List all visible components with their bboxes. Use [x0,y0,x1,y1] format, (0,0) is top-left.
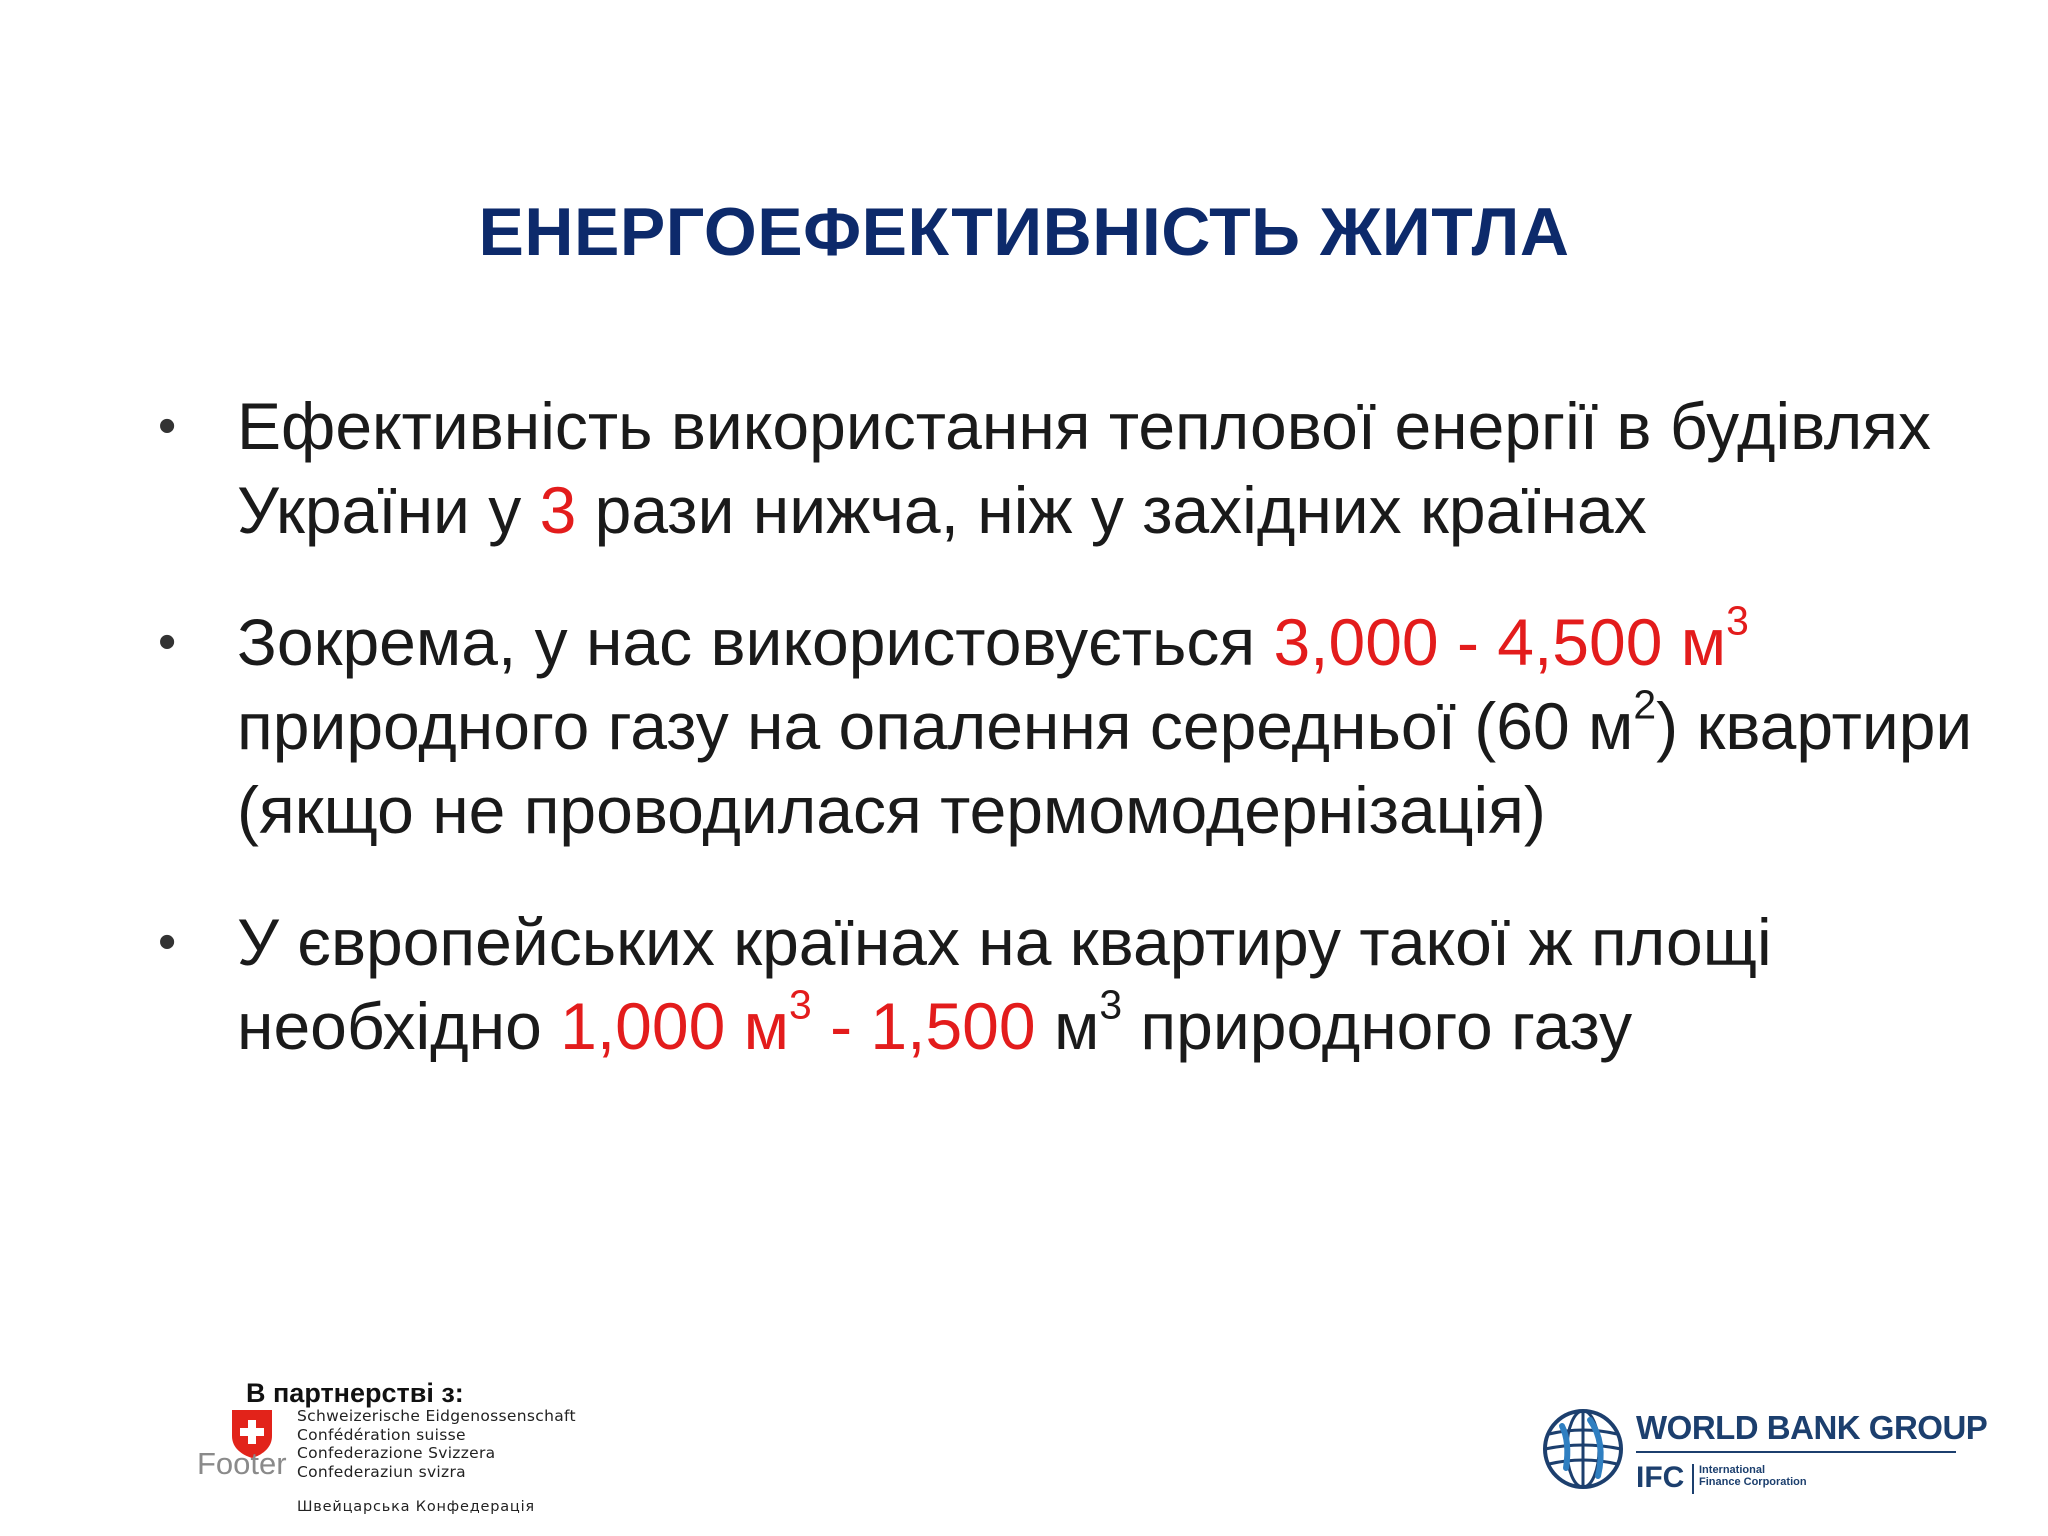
superscript: 3 [789,981,812,1028]
bullet-text: рази нижча, ніж у західних країнах [576,473,1647,547]
highlight-value: 3 [539,473,577,547]
highlight-text: 3,000 - 4,500 м [1273,605,1727,679]
ifc-mark: IFC [1636,1461,1685,1494]
ifc-name-line: Finance Corporation [1699,1476,1807,1488]
footer-placeholder: Footer [197,1446,287,1481]
highlight-text: - 1,500 [811,989,1036,1063]
bullet-marker: • [158,913,177,971]
ifc-full-name [1699,1464,1807,1488]
highlight-text: 1,000 м [560,989,790,1063]
bullet-text: м [1035,989,1100,1063]
swiss-confederation-names [297,1407,576,1481]
bullet-text: Ефективність використання теплової енергії в будівлях України у [237,389,1931,547]
bullet-text: ) квартири (якщо не проводилася термомодернізація) [237,689,1973,847]
slide-title: ЕНЕРГОЕФЕКТИВНІСТЬ ЖИТЛА [478,194,1570,270]
world-bank-group-name: WORLD BANK GROUP [1636,1409,1988,1446]
ifc-name-line: International [1699,1464,1766,1476]
bullet-text: природного газу на опалення середньої (60 м [237,689,1634,763]
superscript: 3 [1726,597,1749,644]
highlight-value [560,981,1036,1063]
bullet-item [155,900,2015,1068]
logo-divider [1636,1451,1956,1453]
bullet-marker: • [158,613,177,671]
superscript: 3 [1099,981,1123,1028]
swiss-name-line: Confederazione Svizzera [297,1444,496,1462]
partner-label: В партнерстві з: [246,1378,464,1408]
ifc-divider [1692,1464,1694,1494]
bullet-text: У європейських країнах на квартиру такої ж площі необхідно [237,905,1772,1063]
highlight-value [1273,597,1749,679]
swiss-name-line: Confédération suisse [297,1425,466,1444]
swiss-name-line: Confederaziun svizra [297,1462,466,1481]
superscript: 2 [1633,681,1657,728]
bullet-text: Зокрема, у нас використовується [237,605,1274,679]
swiss-name-line: Schweizerische Eidgenossenschaft [297,1407,576,1425]
bullet-list [155,384,2015,1116]
bullet-item [155,384,2015,552]
swiss-caption: Швейцарська Конфедерація [297,1499,535,1515]
bullet-text: природного газу [1122,989,1633,1063]
bullet-marker: • [158,397,177,455]
bullet-item [155,597,2015,852]
world-bank-globe-icon [1540,1406,1626,1492]
